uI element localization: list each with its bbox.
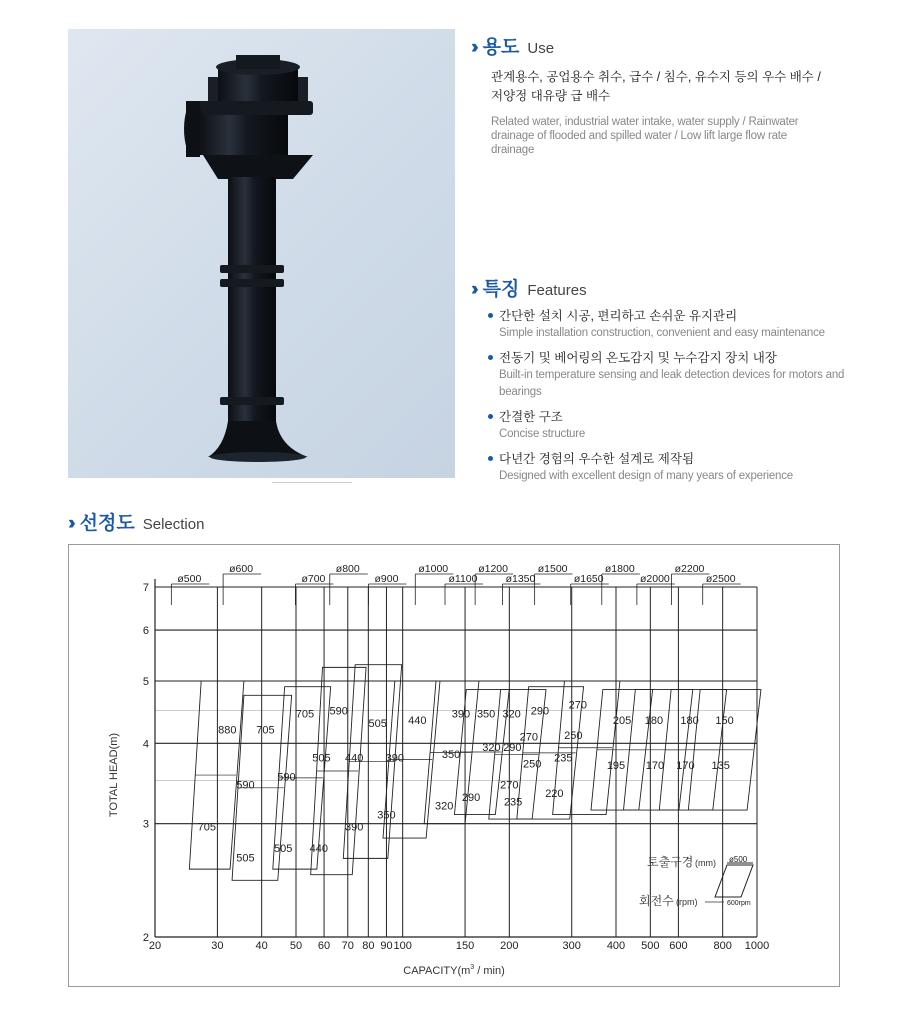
features-heading (471, 274, 851, 301)
chevron-right-icon: ›› (471, 279, 474, 300)
diameter-label: ø600 (229, 563, 254, 575)
x-tick-label: 50 (289, 940, 303, 952)
pump-photo (68, 29, 455, 478)
speed-label: 170 (676, 760, 695, 773)
features-title-en: Features (527, 282, 587, 299)
speed-label: 705 (197, 821, 216, 834)
features-title-ko: 특징 (482, 279, 520, 300)
use-heading (471, 32, 831, 59)
feature-ko: 전동기 및 베어링의 온도감지 및 누수감지 장치 내장 (499, 351, 777, 365)
chevron-right-icon: ›› (471, 37, 474, 58)
speed-label: 290 (530, 705, 550, 718)
x-tick-label: 70 (341, 940, 354, 952)
list-item (471, 450, 851, 485)
legend-discharge-label: 토출구경 (647, 855, 694, 869)
diameter-label: ø2500 (705, 573, 736, 585)
feature-ko: 간결한 구조 (499, 410, 563, 424)
speed-label: 290 (461, 792, 481, 805)
y-tick-label: 2 (142, 932, 149, 944)
list-item (471, 408, 851, 443)
chevron-right-icon: ›› (68, 513, 71, 534)
speed-label: 270 (568, 699, 587, 712)
speed-label: 705 (295, 708, 315, 721)
speed-label: 135 (711, 760, 730, 773)
list-item (471, 349, 851, 401)
diameter-label: ø2000 (639, 573, 670, 585)
bullet-icon (488, 313, 493, 318)
x-tick-label: 30 (211, 940, 224, 952)
speed-label: 390 (385, 752, 404, 765)
speed-label: 705 (256, 724, 275, 737)
speed-label: 290 (503, 741, 522, 754)
features-list (471, 307, 851, 485)
diameter-label: ø1350 (505, 573, 536, 585)
x-tick-label: 200 (500, 940, 519, 952)
diameter-label: ø1200 (478, 563, 509, 575)
speed-label: 590 (277, 771, 296, 784)
legend-sample-diameter: ø500 (729, 855, 748, 864)
selection-title-en: Selection (142, 516, 205, 533)
bullet-icon (488, 414, 493, 419)
use-description-en: Related water, industrial water intake, water supply / Rainwater drainage of flooded and spilled water / Low lift large flow rate drainage (491, 116, 799, 156)
diameter-label: ø800 (335, 563, 360, 575)
x-axis-label: $CAPACITY(m^3 / \min)$ (403, 964, 505, 977)
speed-label: 350 (476, 708, 496, 721)
speed-label: 390 (345, 821, 364, 834)
speed-label: 590 (236, 779, 255, 792)
diameter-label: ø900 (374, 573, 399, 585)
speed-label: 205 (612, 714, 632, 727)
feature-ko: 간단한 설치 시공, 편리하고 손쉬운 유지관리 (499, 309, 738, 323)
y-tick-label: 7 (142, 582, 149, 594)
photo-caption-line (272, 482, 352, 483)
bullet-icon (488, 456, 493, 461)
feature-en: Concise structure (499, 428, 586, 440)
feature-en: Simple installation construction, convenient and easy maintenance (499, 327, 825, 339)
use-section (471, 32, 831, 157)
x-tick-label: 150 (455, 940, 475, 952)
use-description-ko: 관계용수, 공업용수 취수, 급수 / 침수, 유수지 등의 우수 배수 / 저양정 대유량 급 배수 (491, 70, 821, 103)
legend-sample-region (715, 865, 753, 897)
bullet-icon (488, 355, 493, 360)
x-tick-label: 60 (317, 940, 331, 952)
y-tick-label: 3 (142, 818, 149, 831)
speed-label: 235 (503, 796, 523, 809)
speed-label: 180 (680, 714, 699, 727)
speed-label: 220 (545, 787, 564, 800)
y-axis-label: TOTAL HEAD(m) (108, 732, 120, 818)
selection-chart (68, 544, 840, 987)
y-tick-label: 4 (142, 738, 149, 751)
speed-label: 235 (554, 752, 573, 765)
speed-label: 250 (522, 758, 542, 771)
speed-label: 590 (329, 705, 348, 718)
use-title-ko: 용도 (482, 37, 520, 58)
speed-label: 250 (564, 730, 583, 743)
speed-label: 150 (715, 714, 734, 727)
x-tick-label: 300 (562, 940, 581, 952)
feature-en: Designed with excellent design of many years of experience (499, 470, 793, 482)
speed-label: 350 (441, 749, 461, 762)
use-title-en: Use (527, 40, 555, 57)
speed-label: 320 (502, 708, 521, 721)
diameter-label: ø1100 (448, 573, 478, 585)
diameter-label: ø1800 (604, 563, 635, 575)
features-section (471, 274, 851, 492)
diameter-label: ø700 (301, 573, 326, 585)
speed-label: 180 (644, 714, 664, 727)
speed-label: 505 (368, 718, 387, 731)
x-tick-label: 500 (641, 940, 660, 952)
legend-sample-speed: 600rpm (727, 900, 751, 907)
speed-label: 270 (500, 779, 519, 792)
x-tick-label: 40 (255, 940, 268, 952)
selection-chart-svg (69, 545, 839, 986)
speed-label: 440 (309, 843, 329, 856)
legend-speed-unit: (rpm) (676, 897, 698, 907)
diameter-label: ø1650 (573, 573, 604, 585)
speed-label: 505 (273, 843, 293, 856)
legend-discharge-unit: (mm) (695, 858, 716, 868)
legend-speed-label: 회전수 (639, 894, 674, 908)
selection-heading (68, 508, 204, 535)
speed-label: 195 (606, 760, 626, 773)
x-tick-label: 600 (669, 940, 688, 952)
selection-title-ko: 선정도 (79, 513, 135, 534)
speed-label: 390 (451, 708, 471, 721)
y-tick-label: 6 (142, 625, 149, 638)
feature-en: Built-in temperature sensing and leak detection devices for motors and bearings (499, 369, 845, 398)
speed-label: 320 (435, 800, 454, 813)
x-tick-label: 100 (393, 940, 412, 952)
diameter-label: ø1500 (537, 563, 568, 575)
speed-label: 170 (645, 760, 665, 773)
x-tick-label: 80 (362, 940, 375, 952)
speed-label: 350 (377, 809, 396, 822)
x-tick-label: 400 (606, 940, 626, 952)
speed-label: 505 (236, 852, 255, 865)
selection-section (68, 508, 204, 535)
speed-label: 320 (482, 741, 501, 754)
x-tick-label: 20 (148, 940, 162, 952)
diameter-label: ø2200 (674, 563, 705, 575)
speed-label: 880 (218, 724, 237, 737)
list-item (471, 307, 851, 342)
diameter-label: ø500 (177, 573, 202, 585)
y-tick-label: 5 (142, 676, 149, 689)
x-tick-label: 1000 (744, 940, 770, 952)
speed-label: 270 (519, 731, 538, 744)
diameter-label: ø1000 (418, 563, 449, 575)
x-tick-label: 90 (380, 940, 393, 952)
speed-label: 440 (345, 752, 364, 765)
speed-label: 505 (312, 752, 331, 765)
feature-ko: 다년간 경험의 우수한 설계로 제작됨 (499, 452, 695, 466)
x-tick-label: 800 (713, 940, 732, 952)
speed-label: 440 (408, 714, 427, 727)
